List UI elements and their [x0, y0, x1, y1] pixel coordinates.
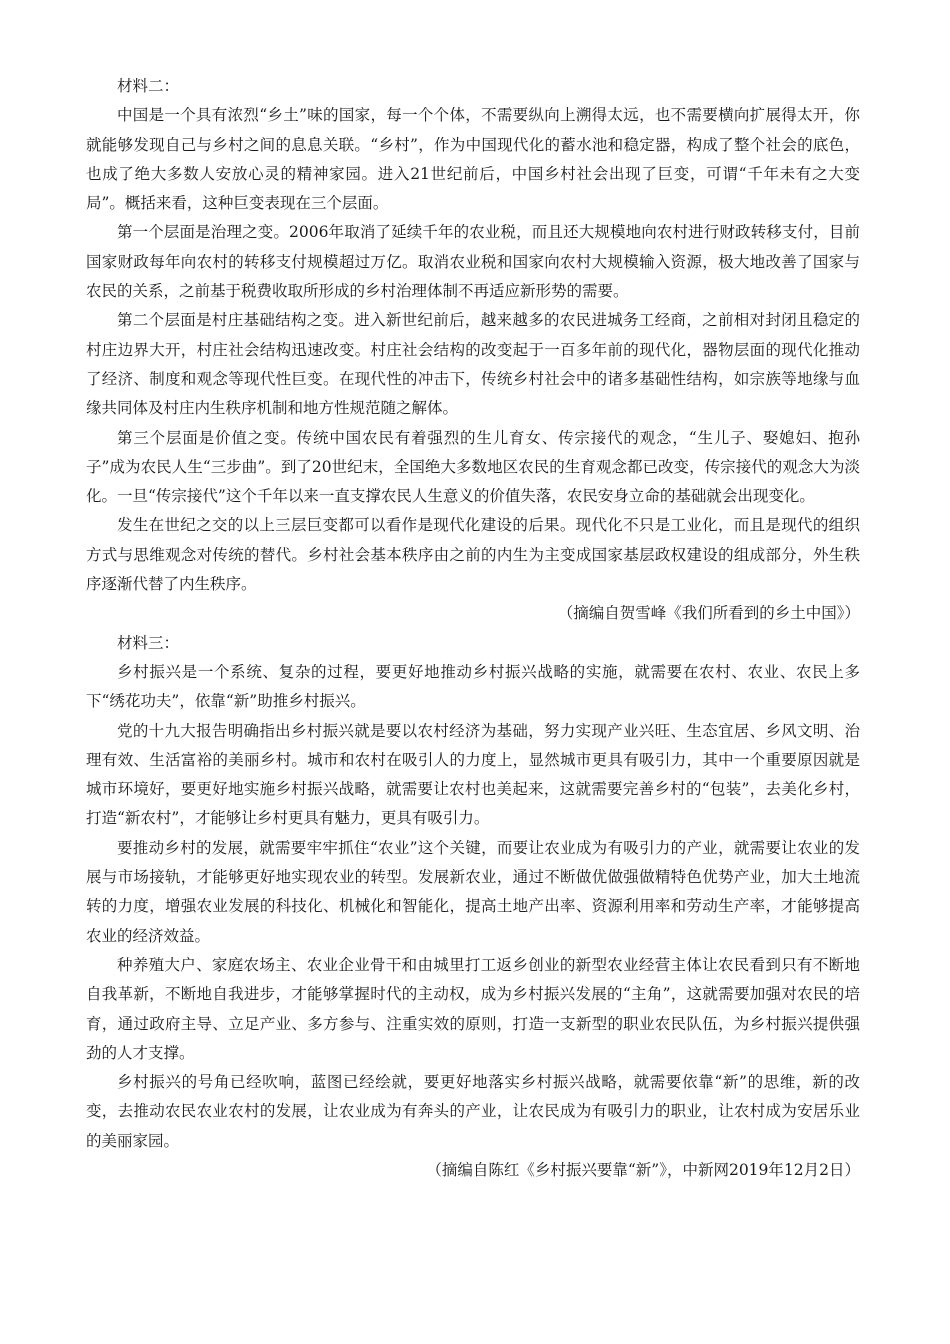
material-three-paragraph-3: 要推动乡村的发展，就需要牢牢抓住“农业”这个关键，而要让农业成为有吸引力的产业，就需要让农业的发展与市场接轨，才能够更好地实现农业的转型。发展新农业，通过不断做优做强做精特色优势产业，加大土地流转的力度，增强农业发展的科技化、机械化和智能化，提高土地产出率、资源利用率和劳动生产率，才能够提高农业的经济效益。: [86, 838, 860, 945]
material-two-paragraph-1: 中国是一个具有浓烈“乡土”味的国家，每一个个体，不需要纵向上溯得太远，也不需要横向扩展得太开，你就能够发现自己与乡村之间的息息关联。“乡村”，作为中国现代化的蓄水池和稳定器，构成了整个社会的底色，也成了绝大多数人安放心灵的精神家园。进入21世纪前后，中国乡村社会出现了巨变，可谓“千年未有之大变局”。概括来看，这种巨变表现在三个层面。: [86, 106, 860, 213]
material-two-heading: 材料二：: [117, 77, 180, 95]
material-two-paragraph-5: 发生在世纪之交的以上三层巨变都可以看作是现代化建设的后果。现代化不只是工业化，而且是现代的组织方式与思维观念对传统的替代。乡村社会基本秩序由之前的内生为主变成国家基层政权建设的组成部分，外生秩序逐渐代替了内生秩序。: [86, 516, 860, 594]
material-three-source: （摘编自陈红《乡村振兴要靠“新”》，中新网2019年12月2日）: [426, 1160, 860, 1179]
document-page: [86, 72, 860, 1185]
material-three-paragraph-2: 党的十九大报告明确指出乡村振兴就是要以农村经济为基础，努力实现产业兴旺、生态宜居、乡风文明、治理有效、生活富裕的美丽乡村。城市和农村在吸引人的力度上，显然城市更具有吸引力，其中一个重要原因就是城市环境好，要更好地实施乡村振兴战略，就需要让农村也美起来，这就需要完善乡村的“包装”，去美化乡村，打造“新农村”，才能够让乡村更具有魅力，更具有吸引力。: [86, 721, 860, 828]
material-three-section: [86, 629, 860, 1186]
material-two-paragraph-4: 第三个层面是价值之变。传统中国农民有着强烈的生儿育女、传宗接代的观念，“生儿子、娶媳妇、抱孙子”成为农民人生“三步曲”。到了20世纪末，全国绝大多数地区农民的生育观念都已改变，传宗接代的观念大为淡化。一旦“传宗接代”这个千年以来一直支撑农民人生意义的价值失落，农民安身立命的基础就会出现变化。: [86, 428, 860, 506]
material-three-paragraph-1: 乡村振兴是一个系统、复杂的过程，要更好地推动乡村振兴战略的实施，就需要在农村、农业、农民上多下“绣花功夫”，依靠“新”助推乡村振兴。: [86, 662, 860, 711]
material-three-paragraph-5: 乡村振兴的号角已经吹响，蓝图已经绘就，要更好地落实乡村振兴战略，就需要依靠“新”的思维，新的改变，去推动农民农业农村的发展，让农业成为有奔头的产业，让农民成为有吸引力的职业，让农村成为安居乐业的美丽家园。: [86, 1073, 860, 1150]
material-three-heading: 材料三：: [117, 633, 180, 652]
material-three-paragraph-4: 种养殖大户、家庭农场主、农业企业骨干和由城里打工返乡创业的新型农业经营主体让农民看到只有不断地自我革新，不断地自我进步，才能够掌握时代的主动权，成为乡村振兴发展的“主角”，这就需要加强对农民的培育，通过政府主导、立足产业、多方参与、注重实效的原则，打造一支新型的职业农民队伍，为乡村振兴提供强劲的人才支撑。: [86, 955, 860, 1062]
material-two-paragraph-3: 第二个层面是村庄基础结构之变。进入新世纪前后，越来越多的农民进城务工经商，之前相对封闭且稳定的村庄边界大开，村庄社会结构迅速改变。村庄社会结构的改变起于一百多年前的现代化，器物层面的现代化推动了经济、制度和观念等现代性巨变。在现代性的冲击下，传统乡村社会中的诸多基础性结构，如宗族等地缘与血缘共同体及村庄内生秩序机制和地方性规范随之解体。: [86, 311, 860, 418]
material-two-section: [86, 72, 860, 629]
material-two-paragraph-2: 第一个层面是治理之变。2006年取消了延续千年的农业税，而且还大规模地向农村进行财政转移支付，目前国家财政每年向农村的转移支付规模超过万亿。取消农业税和国家向农村大规模输入资源，极大地改善了国家与农民的关系，之前基于税费收取所形成的乡村治理体制不再适应新形势的需要。: [86, 223, 860, 301]
material-two-source: （摘编自贺雪峰《我们所看到的乡土中国》）: [557, 604, 860, 623]
